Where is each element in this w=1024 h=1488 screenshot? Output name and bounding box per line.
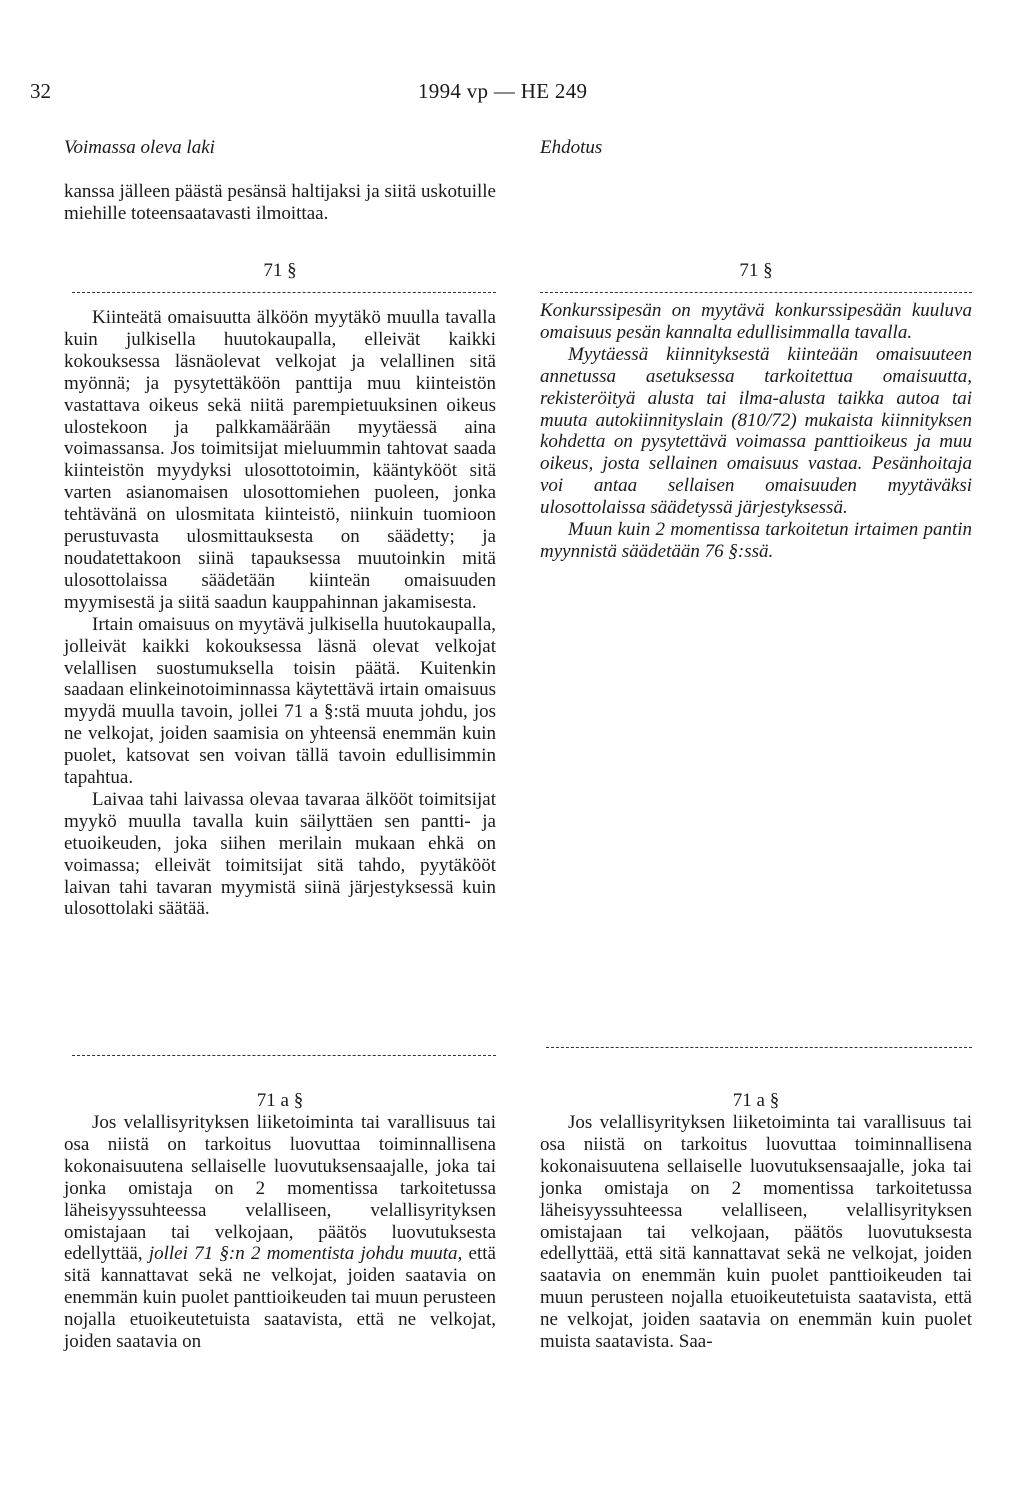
left-71a-italic-amendment: jollei 71 §:n 2 momentista johdu muuta,	[148, 1243, 463, 1265]
right-71-paragraph-3: Muun kuin 2 momentissa tarkoitetun irtaimen pantin myynnistä säädetään 76 §:ssä.	[540, 519, 972, 562]
right-omission-divider-top	[540, 292, 972, 293]
left-omission-divider-bottom	[72, 1055, 496, 1056]
left-column-heading: Voimassa oleva laki	[64, 137, 215, 158]
left-omission-divider-top	[72, 292, 496, 293]
left-section-71-heading: 71 §	[263, 260, 297, 281]
right-section-71-body	[540, 300, 972, 563]
left-section-71a-heading: 71 a §	[256, 1090, 304, 1111]
right-71-paragraph-2: Myytäessä kiinnityksestä kiinteään omaisuuteen annetussa asetuksessa tarkoitettua omaisuutta, rekisteröityä alusta tai ilma-alusta taikka autoa tai muuta autokiinnityslain (810/72) mukaista kiinnityksen kohdetta on pysytettävä voimassa panttioikeus ja muu oikeus, josta sellainen omaisuus vastaa. Pesänhoitaja voi antaa sellaisen omaisuuden myytäväksi ulosottolaissa säädetyssä järjestyksessä.	[540, 343, 972, 519]
page-number: 32	[30, 79, 51, 103]
right-column-heading: Ehdotus	[540, 137, 603, 158]
right-omission-divider-bottom	[546, 1047, 972, 1048]
right-section-71-heading: 71 §	[739, 260, 773, 281]
left-71-paragraph-1: Kiinteätä omaisuutta älköön myytäkö muulla tavalla kuin julkisella huutokaupalla, elleivät kaikki kokouksessa läsnäolevat velkojat ja velallinen sitä myönnä; ja pysytettäköön panttija muu kiinteistön vastattava oikeus sekä niitä parempietuuksinen oikeus ulostekoon ja palkkamäärään myytäessä aina voimassansa. Jos toimitsijat mieluummin tahtovat saada kiinteistön myydyksi ulosottotoimin, kääntykööt sitä varten asianomaisen ulosottomiehen puoleen, jonka tehtävänä on ulosmitata kiinteistö, niinkuin tuomioon perustuvasta ulosmittauksesta on säädetty; ja noudatettakoon siinä tapauksessa muutoinkin mitä ulosottolaissa säädetään kiinteän omaisuuden myymisestä ja siitä saadun kauppahinnan jakamisesta.	[64, 307, 496, 613]
right-71a-paragraph-1: Jos velallisyrityksen liiketoiminta tai varallisuus tai osa niistä on tarkoitus luovuttaa toiminnallisena kokonaisuutena sellaiselle luovutuksensaajalle, joka tai jonka omistaja on 2 momentissa tarkoitetussa läheisyyssuhteessa velalliseen, velallisyrityksen omistajaan tai velkojaan, päätös luovutuksesta edellyttää, että sitä kannattavat sekä ne velkojat, joiden saatavia on enemmän kuin puolet panttioikeuden tai muun perusteen nojalla etuoikeutetuista saatavista, että ne velkojat, joiden saatavia on enemmän kuin puolet muista saatavista. Saa-	[540, 1112, 972, 1353]
left-section-71a-body	[64, 1112, 496, 1353]
left-71-paragraph-3: Laivaa tahi laivassa olevaa tavaraa älkööt toimitsijat myykö muulla tavalla kuin säilyttäen sen pantti- ja etuoikeuden, joka siihen merilain mukaan ehkä on voimassa; elleivät toimitsijat sitä tahdo, pyytäkööt laivan tahi tavaran myymistä siinä järjestyksessä kuin ulosottolaki säätää.	[64, 788, 496, 920]
left-71a-paragraph-1	[64, 1112, 496, 1353]
left-section-71-body	[64, 307, 496, 920]
right-section-71a-heading: 71 a §	[732, 1090, 780, 1111]
right-section-71a-body	[540, 1112, 972, 1353]
left-intro-text	[64, 181, 496, 225]
left-71a-text-part-2: että sitä kannattavat sekä ne velkojat, joiden saatavia on enemmän kuin puolet panttioikeuden tai muun perusteen nojalla etuoikeutetuista saatavista, että ne velkojat, joiden saatavia on	[64, 1243, 496, 1353]
left-intro-paragraph: kanssa jälleen päästä pesänsä haltijaksi ja siitä uskotuille miehille toteensaatavasti ilmoittaa.	[64, 181, 496, 224]
document-reference: 1994 vp — HE 249	[418, 79, 588, 103]
left-71-paragraph-2: Irtain omaisuus on myytävä julkisella huutokaupalla, jolleivät kaikki kokouksessa läsnä olevat velkojat velallisen suostumuksella toisin päätä. Kuitenkin saadaan elinkeinotoiminnassa käytettävä irtain omaisuus myydä muulla tavoin, jollei 71 a §:stä muuta johdu, jos ne velkojat, joiden saamisia on yhteensä enemmän kuin puolet, katsovat sen voivan tällä tavoin edullisimmin tapahtua.	[64, 613, 496, 789]
right-71-paragraph-1: Konkurssipesän on myytävä konkurssipesään kuuluva omaisuus pesän kannalta edullisimmalla tavalla.	[540, 300, 972, 343]
left-71a-text-part-1: Jos velallisyrityksen liiketoiminta tai varallisuus tai osa niistä on tarkoitus luovuttaa toiminnallisena kokonaisuutena sellaiselle luovutuksensaajalle, joka tai jonka omistaja on 2 momentissa tarkoitetussa läheisyyssuhteessa velalliseen, velallisyrityksen omistajaan tai velkojaan, päätös luovutuksesta edellyttää,	[64, 1112, 496, 1265]
